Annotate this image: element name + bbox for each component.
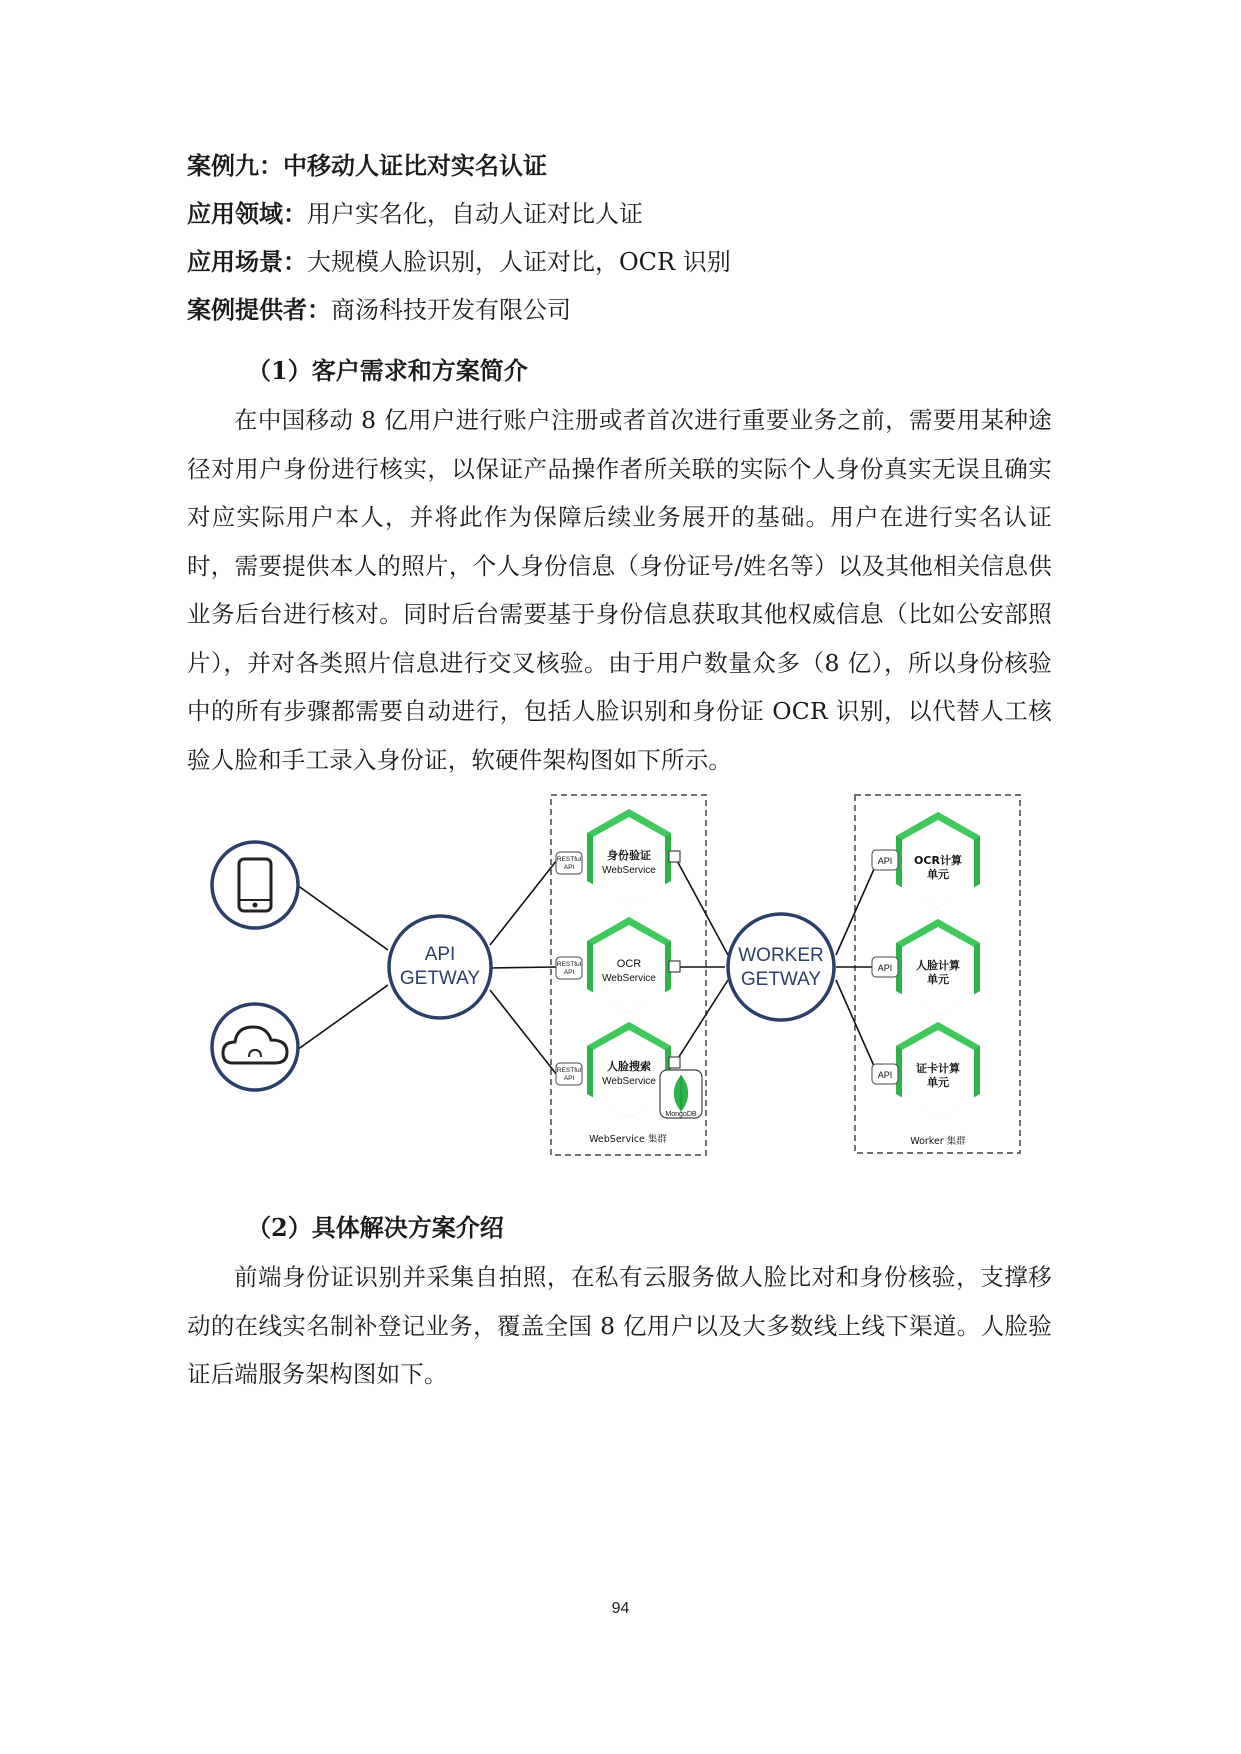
worker-node-ocr — [896, 812, 980, 908]
webservice-node-face-search — [587, 1022, 671, 1118]
section-2-title: （2）具体解决方案介绍 — [247, 1213, 504, 1242]
worker-gateway-label-2: GETWAY — [740, 969, 822, 990]
svg-text:API: API — [563, 969, 575, 976]
case-provider-label: 案例提供者： — [187, 295, 331, 324]
svg-text:RESTful: RESTful — [556, 961, 582, 968]
application-field — [187, 198, 1067, 230]
application-scene-label: 应用场景： — [187, 247, 307, 276]
api-gateway-label-2: GETWAY — [399, 968, 481, 989]
worker-cluster-label: Worker 集群 — [910, 1136, 966, 1147]
restful-api-tag-2 — [556, 957, 582, 979]
worker-gateway-label-1: WORKER — [738, 945, 824, 966]
section-1-paragraph: 在中国移动 8 亿用户进行账户注册或者首次进行重要业务之前，需要用某种途径对用户身份进行核实，以保证产品操作者所关联的实际个人身份真实无误且确实对应实际用户本人，并将此作为保障后续业务展开的基础。用户在进行实名认证时，需要提供本人的照片，个人身份信息（身份证号/姓名等）以及其他相关信息供业务后台进行核对。同时后台需要基于身份信息获取其他权威信息（比如公安部照片），并对各类照片信息进行交叉核验。由于用户数量众多（8 亿），所以身份核验中的所有步骤都需要自动进行，包括人脸识别和身份证 OCR 识别，以代替人工核验人脸和手工录入身份证，软硬件架构图如下所示。 — [187, 406, 1052, 774]
worker-card-label-2: 单元 — [927, 1076, 949, 1089]
restful-api-tag-3 — [556, 1063, 582, 1085]
webservice-ocr-label-2: WebService — [602, 973, 656, 984]
webservice-cluster-label: WebService 集群 — [589, 1134, 667, 1145]
application-scene-value: 大规模人脸识别，人证对比，OCR 识别 — [307, 248, 731, 276]
svg-text:RESTful: RESTful — [556, 1067, 582, 1074]
webservice-node-identity — [587, 809, 671, 905]
svg-text:API: API — [877, 1070, 893, 1080]
worker-api-tag-3 — [872, 1064, 898, 1084]
svg-text:RESTful: RESTful — [556, 856, 582, 863]
worker-node-card — [896, 1022, 980, 1118]
section-1-title: （1）客户需求和方案简介 — [247, 356, 528, 385]
worker-ocr-label-2: 单元 — [927, 868, 949, 881]
svg-text:API: API — [877, 963, 893, 973]
worker-ocr-label-1: OCR计算 — [914, 854, 962, 867]
worker-api-tag-2 — [872, 957, 898, 977]
webservice-identity-label-1: 身份验证 — [607, 849, 651, 862]
webservice-face-search-label-2: WebService — [602, 1076, 656, 1087]
case-provider-value: 商汤科技开发有限公司 — [331, 296, 571, 324]
webservice-face-search-label-1: 人脸搜索 — [607, 1060, 651, 1073]
mongodb-node — [660, 1070, 702, 1118]
webservice-ocr-label-1: OCR — [616, 958, 642, 970]
worker-face-label-2: 单元 — [927, 973, 949, 986]
application-field-label: 应用领域： — [187, 199, 307, 228]
case-provider — [187, 294, 1067, 326]
webservice-identity-label-2: WebService — [602, 865, 656, 876]
restful-api-tag-1 — [556, 852, 582, 874]
worker-card-label-1: 证卡计算 — [916, 1062, 960, 1075]
api-gateway-label-1: API — [424, 944, 456, 965]
cloud-node — [212, 1004, 298, 1090]
application-scene — [187, 246, 1067, 278]
worker-api-tag-1 — [872, 850, 898, 870]
application-field-value: 用户实名化，自动人证对比人证 — [307, 200, 643, 228]
api-gateway-node — [389, 916, 491, 1018]
webservice-node-ocr — [587, 917, 671, 1013]
worker-gateway-node — [728, 914, 834, 1020]
page-number: 94 — [611, 1600, 630, 1617]
svg-text:API: API — [563, 864, 575, 871]
mobile-device-node — [212, 842, 298, 928]
svg-text:API: API — [877, 856, 893, 866]
worker-node-face — [896, 919, 980, 1015]
worker-face-label-1: 人脸计算 — [916, 959, 960, 972]
mongodb-label: MongoDB — [665, 1111, 697, 1118]
architecture-diagram — [205, 785, 1035, 1160]
section-2-paragraph: 前端身份证识别并采集自拍照，在私有云服务做人脸比对和身份核验，支撑移动的在线实名制补登记业务，覆盖全国 8 亿用户以及大多数线上线下渠道。人脸验证后端服务架构图如下。 — [187, 1263, 1052, 1388]
svg-text:API: API — [563, 1075, 575, 1082]
case-title: 案例九：中移动人证比对实名认证 — [187, 151, 547, 180]
